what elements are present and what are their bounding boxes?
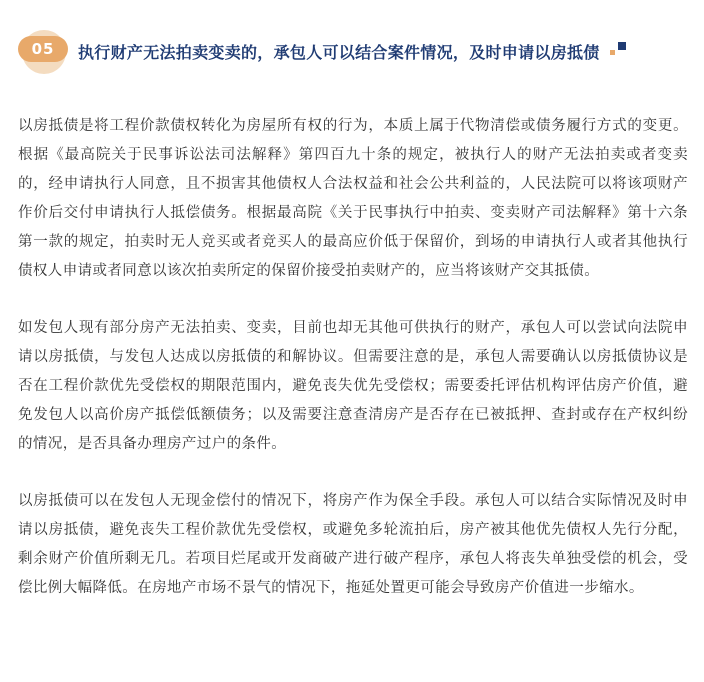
section-number-badge: 05: [18, 36, 68, 62]
paragraph-1: 以房抵债是将工程价款债权转化为房屋所有权的行为，本质上属于代物清偿或债务履行方式的变更。根据《最高院关于民事诉讼法司法解释》第四百九十条的规定，被执行人的财产无法拍卖或者变卖的，经申请执行人同意，且不损害其他债权人合法权益和社会公共利益的，人民法院可以将该项财产作价后交付申请执行人抵偿债务。根据最高院《关于民事执行中拍卖、变卖财产司法解释》第十六条第一款的规定，拍卖时无人竞买或者竞买人的最高应价低于保留价，到场的申请执行人或者其他执行债权人申请或者同意以该次拍卖所定的保留价接受拍卖财产的，应当将该财产交其抵债。: [18, 118, 688, 279]
paragraph-2: 如发包人现有部分房产无法拍卖、变卖，目前也却无其他可供执行的财产，承包人可以尝试向法院申请以房抵债，与发包人达成以房抵债的和解协议。但需要注意的是，承包人需要确认以房抵债协议是否在工程价款优先受偿权的期限范围内，避免丧失优先受偿权；需要委托评估机构评估房产价值，避免发包人以高价房产抵偿低额债务；以及需要注意查清房产是否存在已被抵押、查封或存在产权纠纷的情况，是否具备办理房产过户的条件。: [18, 320, 688, 452]
section-title: 执行财产无法拍卖变卖的，承包人可以结合案件情况，及时申请以房抵债: [78, 43, 600, 62]
decorative-square-navy: [618, 42, 626, 50]
article-body: [18, 112, 688, 631]
paragraph-3: 以房抵债可以在发包人无现金偿付的情况下，将房产作为保全手段。承包人可以结合实际情况及时申请以房抵债，避免丧失工程价款优先受偿权，或避免多轮流拍后，房产被其他优先债权人先行分配，剩余财产价值所剩无几。若项目烂尾或开发商破产进行破产程序，承包人将丧失单独受偿的机会，受偿比例大幅降低。在房地产市场不景气的情况下，拖延处置更可能会导致房产价值进一步缩水。: [18, 493, 688, 596]
section-heading: [18, 26, 698, 78]
decorative-square-orange: [610, 50, 615, 55]
